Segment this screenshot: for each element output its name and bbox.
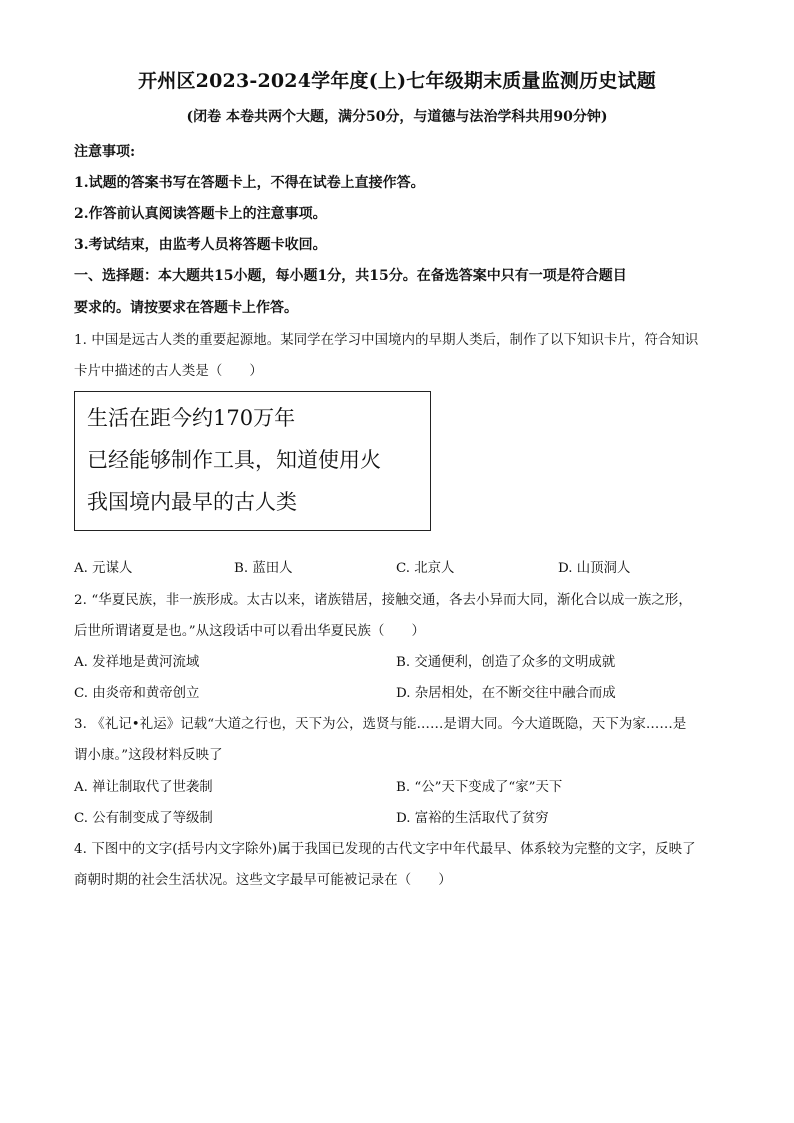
notice-item: 3.考试结束，由监考人员将答题卡收回。 — [74, 237, 327, 253]
option-d[interactable]: D. 富裕的生活取代了贫穷 — [396, 811, 549, 826]
option-b[interactable]: B. “公”天下变成了“家”天下 — [396, 780, 563, 795]
option-d[interactable]: D. 杂居相处，在不断交往中融合而成 — [396, 686, 616, 701]
option-b[interactable]: B. 交通便利，创造了众多的文明成就 — [396, 655, 616, 670]
option-d[interactable]: D. 山顶洞人 — [558, 561, 631, 576]
option-c[interactable]: C. 北京人 — [396, 561, 455, 576]
question-3-text: 谓小康。”这段材料反映了 — [74, 748, 223, 763]
option-a[interactable]: A. 元谋人 — [74, 561, 133, 576]
knowledge-card — [74, 391, 431, 531]
card-line: 我国境内最早的古人类 — [87, 490, 297, 514]
option-a[interactable]: A. 发祥地是黄河流域 — [74, 655, 200, 670]
option-b[interactable]: B. 蓝田人 — [234, 561, 293, 576]
section-heading-cont: 要求的。请按要求在答题卡上作答。 — [74, 300, 298, 316]
question-2-text: 2. “华夏民族，非一族形成。太古以来，诸族错居，接触交通，各去小异而大同，渐化合以成一族之形， — [74, 593, 692, 608]
question-3-text: 3. 《礼记•礼运》记载“大道之行也，天下为公，选贤与能……是谓大同。今大道既隐，天下为家……是 — [74, 717, 687, 732]
card-line: 生活在距今约170万年 — [87, 406, 296, 430]
page-subtitle: (闭卷 本卷共两个大题，满分50分，与道德与法治学科共用90分钟) — [186, 109, 608, 125]
question-1-text: 1. 中国是远古人类的重要起源地。某同学在学习中国境内的早期人类后，制作了以下知识卡片，符合知识 — [74, 333, 699, 348]
question-1-text: 卡片中描述的古人类是（ ） — [74, 364, 263, 379]
option-c[interactable]: C. 公有制变成了等级制 — [74, 811, 213, 826]
page-title: 开州区2023-2024学年度(上)七年级期末质量监测历史试题 — [138, 70, 656, 92]
option-c[interactable]: C. 由炎帝和黄帝创立 — [74, 686, 200, 701]
notice-heading: 注意事项: — [74, 144, 136, 160]
section-heading: 一、选择题：本大题共15小题，每小题1分，共15分。在备选答案中只有一项是符合题目 — [74, 268, 627, 284]
notice-item: 2.作答前认真阅读答题卡上的注意事项。 — [74, 206, 327, 222]
option-a[interactable]: A. 禅让制取代了世袭制 — [74, 780, 213, 795]
notice-item: 1.试题的答案书写在答题卡上，不得在试卷上直接作答。 — [74, 175, 425, 191]
question-2-text: 后世所谓诸夏是也。”从这段话中可以看出华夏民族（ ） — [74, 624, 425, 639]
card-line: 已经能够制作工具，知道使用火 — [87, 448, 381, 472]
question-4-text: 商朝时期的社会生活状况。这些文字最早可能被记录在（ ） — [74, 873, 452, 888]
question-4-text: 4. 下图中的文字(括号内文字除外)属于我国已发现的古代文字中年代最早、体系较为完整的文字，反映了 — [74, 842, 696, 857]
